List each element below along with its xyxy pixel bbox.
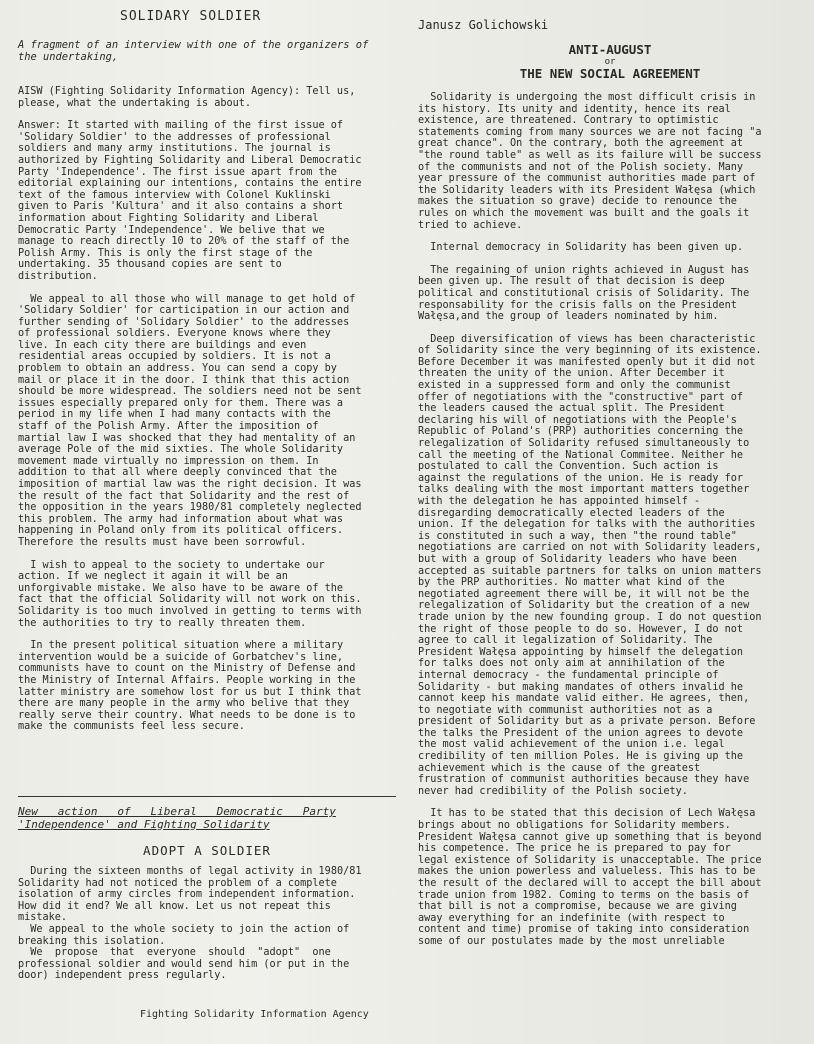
right-paragraph-5: It has to be stated that this decision of Lech Wałęsa brings about no obligations for Solidarity members. President Wałęsa cannot give up something that is beyond his competence. The price he is prepared to pay for legal existence of Solidarity is unacceptable. The price makes the union powerless and valueless. This has to be the result of the declared will to accept the bill about trade union from 1982. Coming to terms on the basis of that bill is not a compromise, because we are giving away everything for an indefinite (with respect to content and time) promise of taking into consideration some of our postulates made by the most unreliable [418,808,762,947]
left-article-subtitle: A fragment of an interview with one of the organizers of the undertaking, [18,39,369,63]
right-title-line1: ANTI-AUGUST [568,42,652,57]
signature: Fighting Solidarity Information Agency [140,1009,369,1020]
right-paragraph-3: The regaining of union rights achieved in August has been given up. The result of that decision is deep political and constitutional crisis of Solidarity. The responsability for the crisis falls on the President Wałęsa,and the group of leaders nominated by him. [418,264,750,323]
right-author: Janusz Golichowski [418,18,549,32]
right-title-or: or [604,57,616,67]
adopt-title: ADOPT A SOLDIER [143,843,271,858]
interview-question: AISW (Fighting Solidarity Information Agency): Tell us, please, what the undertaking is about. [18,86,356,109]
section-divider [18,796,396,797]
right-paragraph-1: Solidarity is undergoing the most difficult crisis in its history. Its unity and identity, hence its real existence, are threatened. Contrary to optimistic statements coming from many sources we are not facing "a great chance". On the contrary, both the agreement at "the round table" as well as its failure will be success of the communists and not of the Polish society. Many year pressure of the communist authorities made part of the Solidarity leaders with its President Wałęsa (which makes the situation so grave) decide to renounce the rules on which the movement was built and the goals it tried to achieve. [418,92,762,231]
left-paragraph-3: I wish to appeal to the society to undertake our action. If we neglect it again it will be an unforgivable mistake. We also have to be aware of the fact that the official Solidarity will not work on this. Solidarity is too much involved in getting to terms with the authorities to try to really threaten them. [18,559,362,629]
interview-answer: Answer: It started with mailing of the first issue of 'Solidary Soldier' to the addresses of professional soldiers and many army institutions. The journal is authorized by Fighting Solidarity and Liberal Democratic Party 'Independence'. The first issue apart from the editorial explaining our intentions, contains the entire text of the famous interview with Colonel Kuklinski given to Paris 'Kultura' and it also contains a short information about Fighting Solidarity and Liberal Democratic Party 'Independence'. We belive that we manage to reach directly 10 to 20% of the staff of the Polish Army. This is only the first stage of the undertaking. 35 thousand copies are sent to distribution. [18,120,362,282]
adopt-paragraph-2: We appeal to the whole society to join the action of breaking this isolation. [18,923,350,947]
adopt-paragraph-3: We propose that everyone should "adopt" one professional soldier and would send him (or put in the door) independent press regularly. [18,947,350,982]
adopt-paragraph-1: During the sixteen months of legal activity in 1980/81 Solidarity had not noticed the problem of a complete isolation of army circles from independent information. How did it end? We all know. Let us not repeat this mistake. [18,866,362,924]
left-paragraph-2: We appeal to all those who will manage to get hold of 'Solidary Soldier' for carticipation in our action and further sending of 'Solidary Soldier' to the addresses of professional soldiers. Everyone knows where they live. In each city there are buildings and even residential areas occupied by soldiers. It is not a problem to obtain an address. You can send a copy by mail or place it in the door. I think that this action should be more widespread. The soldiers need not be sent issues especially prepared only for them. There was a period in my life when I had many contacts with the staff of the Polish Army. After the imposition of martial law I was shocked that they had mentality of an average Pole of the mid sixties. The whole Solidarity movement made virtually no impression on them. In addition to that all where deeply convinced that the imposition of martial law was the right decision. It was the result of the fact that Solidarity and the rest of the opposition in the years 1980/81 completely neglected this problem. The army had information about what was happening in Poland only from its political officers. Therefore the results must have been sorrowful. [18,293,362,548]
section2-title: New action of Liberal Democratic Party 'Independence' and Fighting Solidarity [18,805,336,831]
right-paragraph-2: Internal democracy in Solidarity has been given up. [418,242,744,254]
right-article-title [420,44,800,80]
right-column-body [418,92,798,959]
adopt-body [18,866,396,993]
left-paragraph-4: In the present political situation where a military intervention would be a suicide of Gorbatchev's line, communists have to count on the Ministry of Defense and the Ministry of Internal Affairs. People working in the latter ministry are somehow lost for us but I think that there are many people in the army who belive that they really serve their country. What needs to be done is to make the communists feel less secure. [18,640,362,733]
left-article-title: SOLIDARY SOLDIER [120,9,262,24]
right-paragraph-4: Deep diversification of views has been characteristic of Solidarity since the very beginning of its existence. Before December it was manifested openly but it did not threaten the unity of the union. After December it existed in a suppressed form and only the communist offer of negotiations with the "constructive" part of the leaders caused the actual split. The President declaring his will of negotiations with the People's Republic of Poland's (PRP) authorities concerning the relegalization of Solidarity refused simultaneously to call the meeting of the National Commitee. Neither he postulated to call the Convention. Such action is against the regulations of the union. He is ready for talks dealing with the most important matters together with the delegation he has appointed himself - disregarding democratically elected leaders of the union. If the delegation for talks with the authorities is constituted in such a way, then "the round table" negotiations are carried on not with Solidarity leaders, but with a group of Solidarity leaders who have been accepted as suitable partners for talks on union matters by the PRP authorities. No matter what kind of the negotiated agreement there will be, it will not be the relegalization of Solidarity but the creation of a new trade union by the new founding group. I do not question the right of those people to do so. However, I do not agree to call it legalization of Solidarity. The President Wałęsa appointing by himself the delegation for talks does not only aim at annihilation of the internal democracy - the fundamental principle of Solidarity - but making mandates of others invalid he cannot keep his mandate valid either. He agrees, then, to negotiate with communist authorities not as a president of Solidarity but as a private person. Before the talks the President of the union agrees to devote the most valid achievement of the union i.e. legal credibility of ten million Poles. He is giving up the achievement which is the cause of the greatest frustration of communist authorities because they have never had credibility of the Polish society. [418,333,762,797]
right-title-line2: THE NEW SOCIAL AGREEMENT [519,66,701,81]
left-column-body [18,86,396,744]
